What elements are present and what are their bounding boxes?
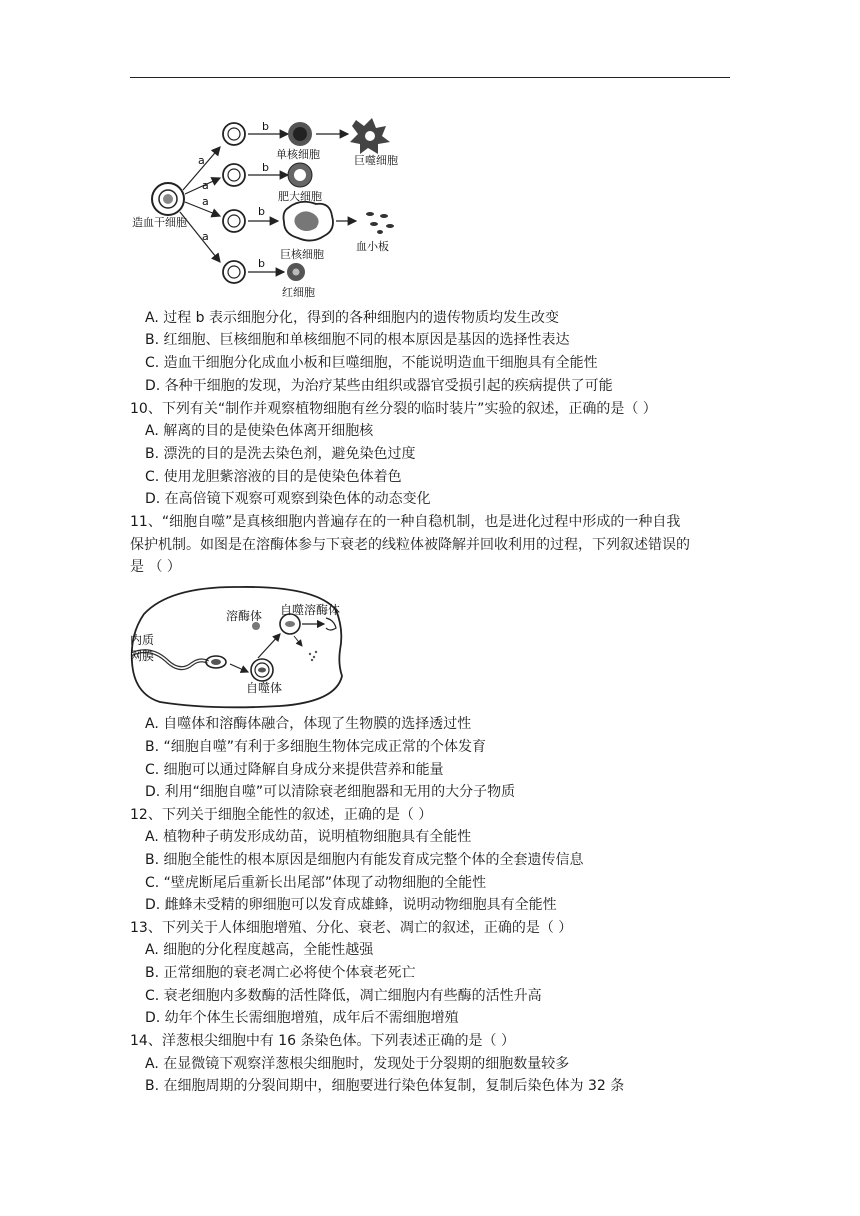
svg-text:红细胞: 红细胞 bbox=[282, 286, 315, 299]
lysosome-icon bbox=[252, 622, 260, 630]
q11-option-a: A. 自噬体和溶酶体融合，体现了生物膜的选择透过性 bbox=[145, 716, 472, 732]
svg-text:b: b bbox=[258, 257, 265, 270]
svg-text:b: b bbox=[262, 161, 269, 174]
q11-stem-line3: 是 （ ） bbox=[130, 559, 181, 575]
svg-text:巨核细胞: 巨核细胞 bbox=[280, 248, 324, 261]
q13-option-b: B. 正常细胞的衰老凋亡必将使个体衰老死亡 bbox=[145, 965, 416, 981]
autolysosome-icon bbox=[280, 614, 300, 634]
svg-text:b: b bbox=[258, 205, 265, 218]
autophagosome-icon bbox=[251, 659, 273, 681]
q11-option-c: C. 细胞可以通过降解自身成分来提供营养和能量 bbox=[145, 762, 444, 778]
q14-option-b: B. 在细胞周期的分裂间期中，细胞要进行染色体复制，复制后染色体为 32 条 bbox=[145, 1078, 625, 1094]
stem-cell-icon bbox=[152, 183, 184, 215]
q13-stem: 13、下列关于人体细胞增殖、分化、衰老、凋亡的叙述，正确的是（ ） bbox=[130, 920, 573, 936]
mast-cell-icon bbox=[288, 163, 312, 187]
autophagy-diagram bbox=[130, 584, 345, 710]
progenitor-cell-icon bbox=[223, 261, 245, 283]
red-blood-cell-icon bbox=[287, 263, 305, 281]
svg-text:血小板: 血小板 bbox=[356, 240, 389, 253]
progenitor-cell-icon bbox=[223, 164, 245, 186]
q10-stem: 10、下列有关“制作并观察植物细胞有丝分裂的临时装片”实验的叙述，正确的是（ ） bbox=[130, 401, 657, 417]
differentiation-diagram bbox=[128, 112, 428, 302]
macrophage-icon bbox=[350, 118, 390, 154]
svg-text:a: a bbox=[202, 230, 209, 243]
q12-option-a: A. 植物种子萌发形成幼苗，说明植物细胞具有全能性 bbox=[145, 829, 472, 845]
q13-option-d: D. 幼年个体生长需细胞增殖，成年后不需细胞增殖 bbox=[145, 1010, 459, 1026]
svg-text:b: b bbox=[262, 120, 269, 133]
svg-text:单核细胞: 单核细胞 bbox=[276, 148, 320, 161]
q14-stem: 14、洋葱根尖细胞中有 16 条染色体。下列表述正确的是（ ） bbox=[130, 1033, 515, 1049]
mitochondrion-icon bbox=[206, 656, 226, 668]
q11-stem-line1: 11、“细胞自噬”是真核细胞内普遍存在的一种自稳机制，也是进化过程中形成的一种自我 bbox=[130, 514, 681, 530]
degraded-fragments-icon bbox=[309, 651, 317, 661]
megakaryocyte-icon bbox=[284, 202, 334, 241]
er-label-line2: 网膜 bbox=[130, 649, 155, 663]
q9-option-d: D. 各种干细胞的发现，为治疗某些由组织或器官受损引起的疾病提供了可能 bbox=[145, 378, 613, 394]
q10-option-c: C. 使用龙胆紫溶液的目的是使染色体着色 bbox=[145, 469, 402, 485]
q10-option-a: A. 解离的目的是使染色体离开细胞核 bbox=[145, 423, 374, 439]
svg-text:a: a bbox=[202, 195, 209, 208]
autophagosome-label: 自噬体 bbox=[246, 681, 283, 695]
q9-option-a: A. 过程 b 表示细胞分化，得到的各种细胞内的遗传物质均发生改变 bbox=[145, 310, 560, 326]
q12-option-c: C. “壁虎断尾后重新长出尾部”体现了动物细胞的全能性 bbox=[145, 875, 487, 891]
q11-option-b: B. “细胞自噬”有利于多细胞生物体完成正常的个体发育 bbox=[145, 739, 487, 755]
header-rule bbox=[130, 77, 730, 78]
q11-option-d: D. 利用“细胞自噬”可以清除衰老细胞器和无用的大分子物质 bbox=[145, 784, 516, 800]
q9-option-b: B. 红细胞、巨核细胞和单核细胞不同的根本原因是基因的选择性表达 bbox=[145, 332, 570, 348]
q12-option-d: D. 雌蜂未受精的卵细胞可以发育成雄蜂，说明动物细胞具有全能性 bbox=[145, 897, 557, 913]
progenitor-cell-icon bbox=[223, 123, 245, 145]
lysosome-label: 溶酶体 bbox=[226, 609, 263, 623]
progenitor-cell-icon bbox=[223, 210, 245, 232]
q9-option-c: C. 造血干细胞分化成血小板和巨噬细胞，不能说明造血干细胞具有全能性 bbox=[145, 355, 598, 371]
q10-option-d: D. 在高倍镜下观察可观察到染色体的动态变化 bbox=[145, 491, 431, 507]
svg-text:巨噬细胞: 巨噬细胞 bbox=[354, 154, 398, 167]
er-label-line1: 内质 bbox=[130, 633, 155, 647]
svg-text:a: a bbox=[202, 179, 209, 192]
svg-text:肥大细胞: 肥大细胞 bbox=[278, 190, 322, 203]
q12-option-b: B. 细胞全能性的根本原因是细胞内有能发育成完整个体的全套遗传信息 bbox=[145, 852, 584, 868]
stem-cell-label: 造血干细胞 bbox=[132, 216, 187, 229]
q13-option-a: A. 细胞的分化程度越高，全能性越强 bbox=[145, 942, 374, 958]
platelet-icon bbox=[366, 212, 394, 234]
monocyte-icon bbox=[288, 122, 312, 146]
q10-option-b: B. 漂洗的目的是洗去染色剂，避免染色过度 bbox=[145, 446, 416, 462]
q12-stem: 12、下列关于细胞全能性的叙述，正确的是（ ） bbox=[130, 807, 433, 823]
autolysosome-label: 自噬溶酶体 bbox=[280, 603, 341, 617]
svg-text:a: a bbox=[198, 154, 205, 167]
q13-option-c: C. 衰老细胞内多数酶的活性降低，凋亡细胞内有些酶的活性升高 bbox=[145, 988, 542, 1004]
q14-option-a: A. 在显微镜下观察洋葱根尖细胞时，发现处于分裂期的细胞数量较多 bbox=[145, 1056, 570, 1072]
q11-stem-line2: 保护机制。如图是在溶酶体参与下衰老的线粒体被降解并回收利用的过程，下列叙述错误的 bbox=[130, 537, 690, 553]
